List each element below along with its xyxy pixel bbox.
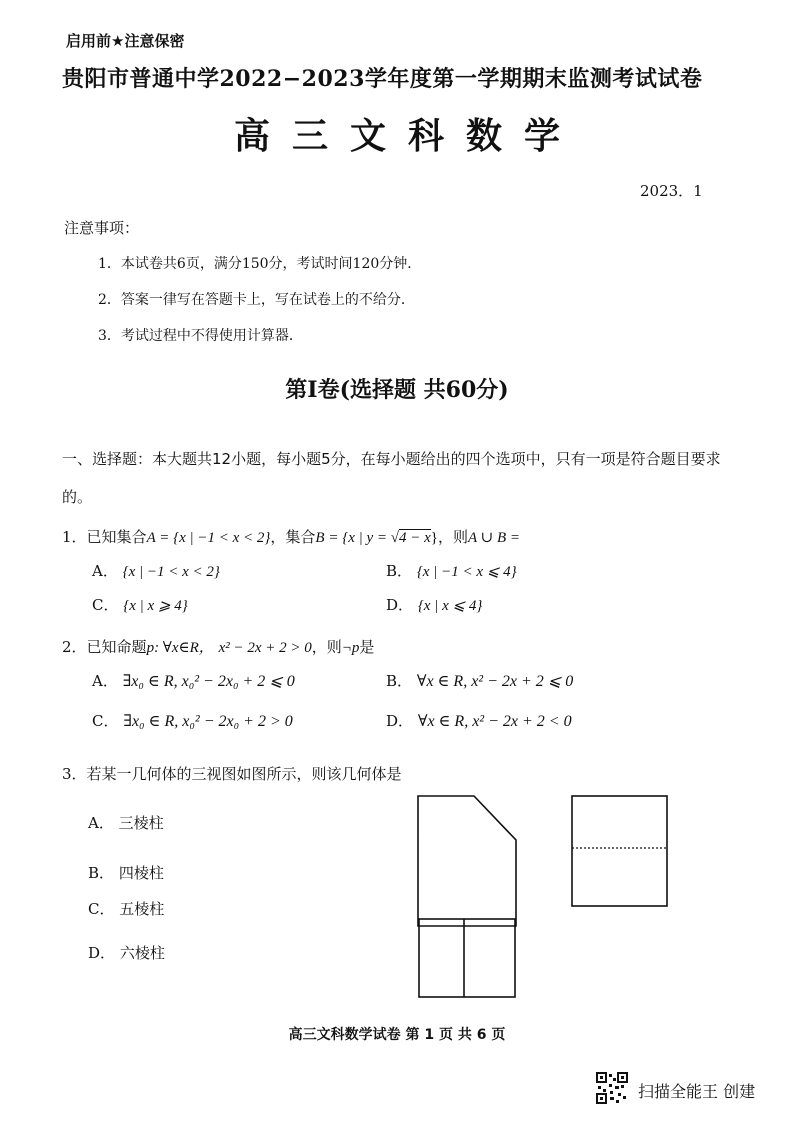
- question-number: 3．: [62, 765, 87, 783]
- exam-title: 贵阳市普通中学2022−2023学年度第一学期期末监测考试试卷: [62, 66, 703, 92]
- question-text: 是: [359, 638, 375, 656]
- note-item: 3．考试过程中不得使用计算器．: [98, 328, 303, 344]
- question-ask: A ∪ B =: [468, 530, 520, 546]
- option-label: A．: [88, 814, 114, 832]
- question-number: 1．: [62, 528, 87, 546]
- option-text: ∀x ∈ R, x² − 2x + 2 ⩽ 0: [416, 673, 574, 690]
- option-label: A．: [92, 672, 118, 690]
- option-text: {x | −1 < x < 2}: [122, 564, 220, 580]
- exam-date: 2023．1: [640, 182, 703, 200]
- qr-code-icon: [596, 1072, 628, 1104]
- negation: ¬p: [341, 640, 360, 656]
- option-label: B．: [386, 672, 413, 690]
- option-text: ∃x₀ ∈ R, x₀² − 2x₀ + 2 ⩽ 0: [122, 673, 295, 690]
- sqrt-radicand: 4 − x: [399, 530, 431, 546]
- q3-option-a[interactable]: [88, 812, 164, 833]
- note-item: 1．本试卷共6页，满分150分，考试时间120分钟．: [98, 256, 422, 272]
- question-text: ，则: [437, 528, 468, 546]
- q1-option-a[interactable]: [92, 560, 220, 581]
- subject-title: 高三文科数学: [233, 115, 582, 157]
- option-text: ∀x ∈ R, x² − 2x + 2 < 0: [417, 713, 572, 730]
- confidential-label: 启用前★注意保密: [66, 32, 185, 50]
- q2-option-d[interactable]: [386, 710, 572, 731]
- option-text: {x | x ⩾ 4}: [123, 598, 188, 614]
- set-b-prefix: B = {x | y =: [315, 530, 391, 546]
- option-label: C．: [92, 712, 119, 730]
- q2-option-c[interactable]: [92, 710, 293, 731]
- question-number: 2．: [62, 638, 87, 656]
- set-b-suffix: }: [430, 530, 438, 546]
- notes-title: 注意事项：: [64, 219, 140, 237]
- option-text: 四棱柱: [118, 864, 164, 882]
- sqrt-sign: √: [390, 530, 399, 546]
- q3-option-b[interactable]: [88, 862, 164, 883]
- option-label: C．: [92, 596, 119, 614]
- option-text: {x | −1 < x ⩽ 4}: [416, 564, 517, 580]
- question-text: ，则: [311, 638, 342, 656]
- q1-option-c[interactable]: [92, 594, 188, 615]
- question-2: [62, 636, 374, 657]
- q1-option-b[interactable]: [386, 560, 517, 581]
- option-label: D．: [386, 712, 414, 730]
- q2-option-b[interactable]: [386, 670, 573, 691]
- side-view: [572, 796, 667, 906]
- set-a: A = {x | −1 < x < 2}: [146, 530, 271, 546]
- option-label: A．: [92, 562, 118, 580]
- question-text: ，集合: [270, 528, 316, 546]
- scanner-watermark: 扫描全能王 创建: [638, 1082, 756, 1101]
- three-view-figure: [410, 790, 680, 1000]
- question-text: 已知命题: [86, 638, 147, 656]
- top-view: [419, 919, 515, 997]
- question-text: 若某一几何体的三视图如图所示，则该几何体是: [86, 765, 402, 783]
- section-intro: 一、选择题：本大题共12小题，每小题5分，在每小题给出的四个选项中，只有一项是符合题目要求的。: [62, 450, 721, 506]
- option-label: B．: [88, 864, 115, 882]
- q1-option-d[interactable]: [386, 594, 482, 615]
- option-text: 五棱柱: [119, 900, 165, 918]
- section-title: 第I卷(选择题 共60分): [285, 377, 509, 403]
- option-label: B．: [386, 562, 413, 580]
- option-text: ∃x₀ ∈ R, x₀² − 2x₀ + 2 > 0: [123, 713, 293, 730]
- option-text: {x | x ⩽ 4}: [417, 598, 483, 614]
- note-item: 2．答案一律写在答题卡上，写在试卷上的不给分．: [98, 292, 415, 308]
- option-label: C．: [88, 900, 115, 918]
- option-label: D．: [386, 596, 414, 614]
- page-footer: 高三文科数学试卷 第 1 页 共 6 页: [288, 1027, 506, 1043]
- q3-option-c[interactable]: [88, 898, 164, 919]
- proposition-expr: x² − 2x + 2 > 0: [218, 640, 312, 656]
- front-view: [418, 796, 516, 926]
- q2-option-a[interactable]: [92, 670, 295, 691]
- option-label: D．: [88, 944, 116, 962]
- q3-option-d[interactable]: [88, 942, 165, 963]
- question-text: 已知集合: [86, 528, 147, 546]
- proposition: p: ∀x∈R，: [146, 640, 214, 656]
- question-1: [62, 526, 520, 547]
- question-3: [62, 763, 402, 784]
- option-text: 三棱柱: [118, 814, 164, 832]
- option-text: 六棱柱: [119, 944, 165, 962]
